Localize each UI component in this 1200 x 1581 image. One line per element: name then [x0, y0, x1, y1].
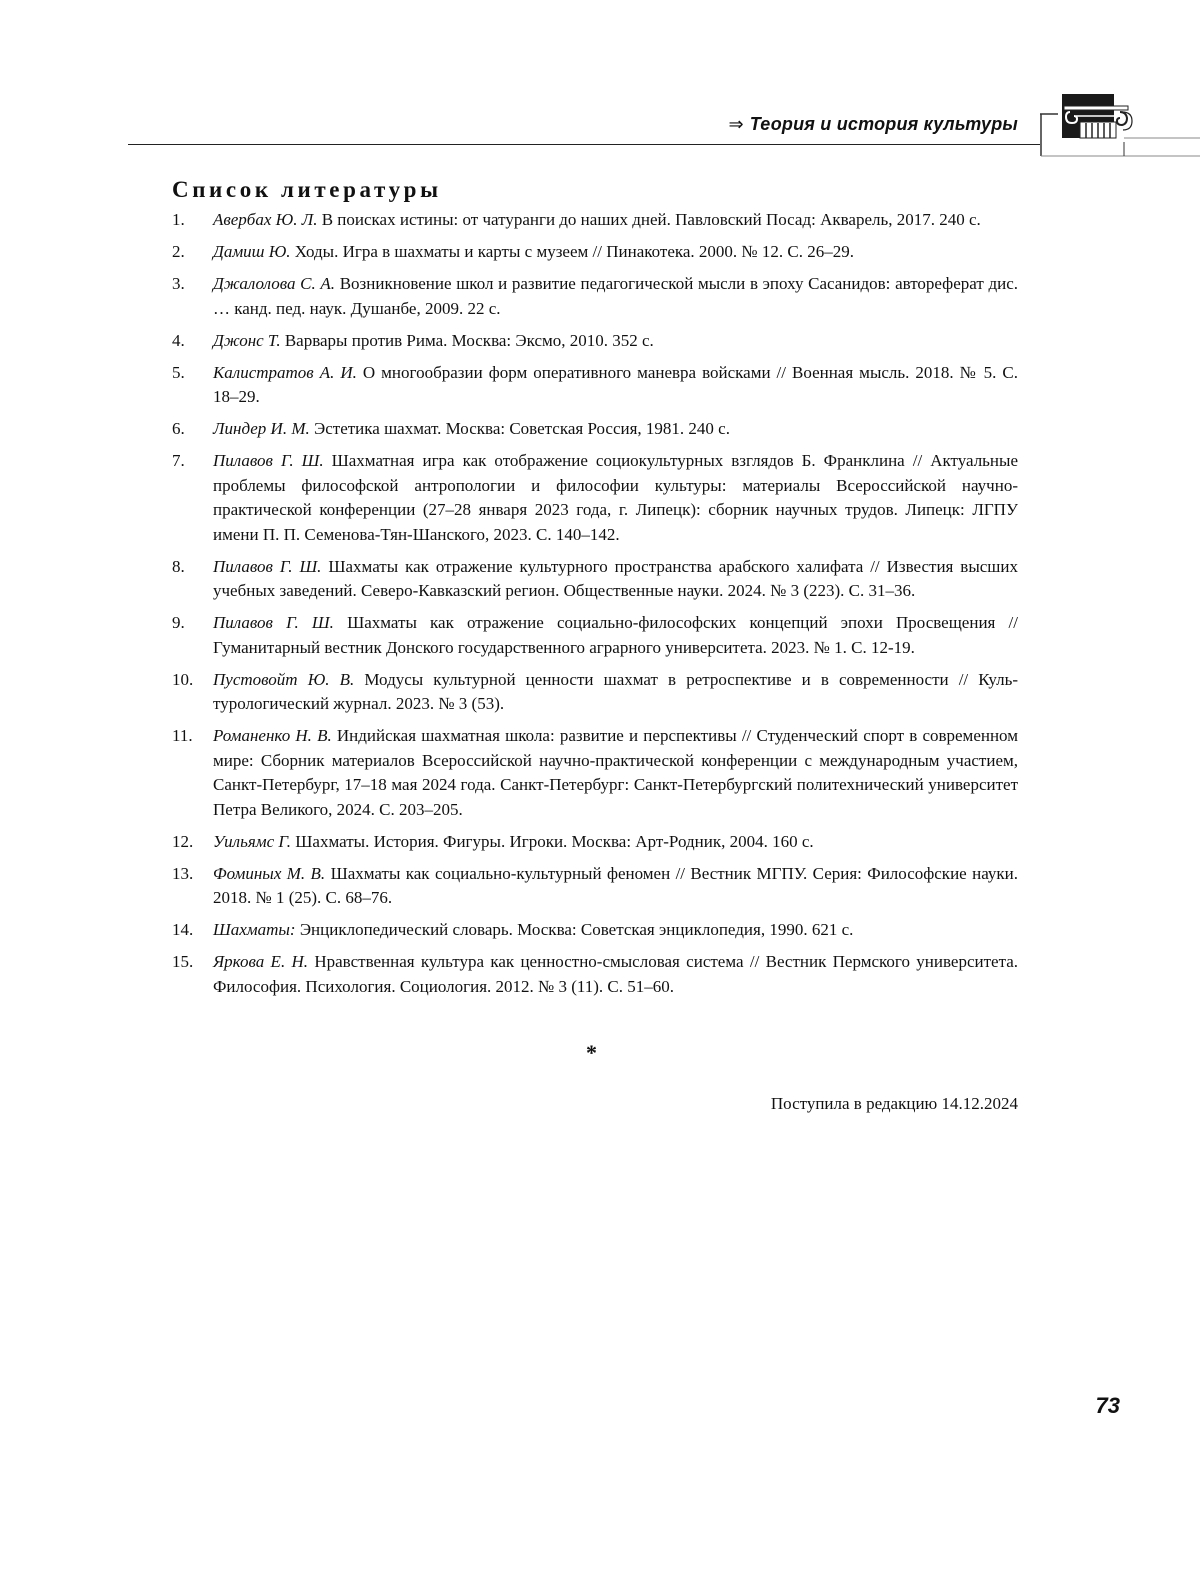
reference-body: Шахматы. История. Фигуры. Игроки. Москва: Арт-Родник, 2004. 160 с.: [291, 831, 814, 851]
reference-body: Энциклопедический словарь. Москва: Советская энциклопедия, 1990. 621 с.: [295, 920, 854, 939]
reference-body: О многообразии форм оперативного маневра войсками // Военная мысль. 2018. № 5. С. 18–29.: [213, 362, 1019, 406]
reference-body: Шахматная игра как отображение социокультурных взглядов Б. Франклина // Актуальные проблемы философской антропологии и философии культуры: материалы Всероссийской научно-практической конференции (27–28 января 2023 года, г. Липецк): сборник научных трудов. Липецк: ЛГПУ имени П. П. Семенова-Тян-Шанского, 2023. С. 140–142.: [213, 451, 1018, 544]
reference-text: [213, 555, 1018, 604]
received-date: Поступила в редакцию 14.12.2024: [770, 1094, 1018, 1113]
reference-text: [213, 208, 1018, 233]
reference-author: Романенко Н. В.: [213, 726, 332, 745]
reference-author: Фоминых М. В.: [213, 863, 326, 883]
section-separator: *: [586, 1040, 597, 1065]
reference-author: Пустовойт Ю. В.: [213, 669, 355, 689]
reference-number: 11.: [172, 726, 193, 745]
reference-author: Дамиш Ю.: [213, 242, 291, 261]
reference-author: Уильямс Г.: [213, 831, 292, 851]
reference-author: Джонс Т.: [213, 330, 281, 350]
reference-number: 6.: [172, 419, 185, 438]
reference-item: [172, 918, 1018, 943]
reference-item: [172, 668, 1018, 717]
reference-text: [213, 240, 1018, 265]
reference-item: [172, 724, 1018, 822]
reference-number: 14.: [172, 920, 194, 939]
reference-number: 7.: [172, 451, 185, 470]
header-rule: [128, 144, 1040, 145]
reference-text: [213, 830, 1018, 855]
reference-number: 2.: [172, 242, 185, 261]
reference-item: [172, 862, 1018, 911]
reference-number: 9.: [172, 613, 185, 632]
reference-author: Пилавов Г. Ш.: [213, 556, 322, 576]
reference-author: Авербах Ю. Л.: [213, 210, 318, 229]
ionic-column-logo-icon: [1040, 92, 1200, 162]
reference-body: Шахматы как социально-культурный феномен // Вестник МГПУ. Серия: Философские науки. 2018. № 1 (25). С. 68–76.: [213, 863, 1018, 907]
reference-text: [213, 272, 1018, 321]
reference-item: [172, 361, 1018, 410]
reference-author: Шахматы:: [213, 920, 296, 939]
reference-number: 5.: [172, 362, 185, 382]
reference-number: 12.: [172, 831, 194, 851]
reference-body: Индийская шахматная школа: развитие и перспективы // Студенческий спорт в современном мире: Сборник материалов Всероссийской научно-практической конференции с международным участием, Санкт-Петербург, 17–18 мая 2024 года. Санкт-Петербург: Санкт-Петербургский политехнический университет Петра Великого, 2024. С. 203–205.: [213, 726, 1018, 819]
reference-text: [213, 918, 1018, 943]
reference-author: Джалолова С. А.: [213, 274, 336, 293]
reference-item: [172, 208, 1018, 233]
reference-number: 10.: [172, 669, 194, 689]
references-heading: Список литературы: [172, 177, 442, 202]
reference-item: [172, 417, 1018, 442]
reference-number: 4.: [172, 330, 185, 350]
reference-item: [172, 272, 1018, 321]
reference-item: [172, 329, 1018, 354]
references-list: [172, 208, 1018, 1007]
section-name: Теория и история культуры: [749, 114, 1018, 134]
reference-author: Яркова Е. Н.: [213, 952, 309, 971]
reference-text: [213, 449, 1018, 547]
reference-text: [213, 862, 1018, 911]
reference-text: [213, 329, 1018, 354]
reference-text: [213, 724, 1018, 822]
reference-item: [172, 240, 1018, 265]
reference-number: 3.: [172, 274, 185, 293]
reference-author: Линдер И. М.: [213, 419, 310, 438]
reference-author: Пилавов Г. Ш.: [213, 613, 334, 632]
reference-item: [172, 555, 1018, 604]
reference-number: 8.: [172, 556, 185, 576]
page-number: 73: [1095, 1393, 1120, 1418]
reference-item: [172, 449, 1018, 547]
reference-author: Пилавов Г. Ш.: [213, 451, 324, 470]
reference-text: [213, 668, 1018, 717]
reference-body: Модусы культурной ценности шахмат в ретроспективе и в современности // Культурологический журнал. 2023. № 3 (53).: [213, 669, 1018, 713]
reference-body: Нравственная культура как ценностно-смысловая система // Вестник Пермского университета. Философия. Психология. Социология. 2012. № 3 (11). С. 51–60.: [213, 952, 1018, 996]
reference-author: Калистратов А. И.: [213, 362, 357, 382]
reference-number: 13.: [172, 863, 194, 883]
reference-body: В поисках истины: от чатуранги до наших дней. Павловский Посад: Акварель, 2017. 240 с.: [317, 210, 981, 229]
reference-item: [172, 950, 1018, 999]
reference-body: Шахматы как отражение культурного пространства арабского халифата // Известия высших учебных заведений. Северо-Кавказский регион. Общественные науки. 2024. № 3 (223). С. 31–36.: [213, 556, 1018, 600]
running-header-title: [728, 114, 1018, 135]
reference-text: [213, 417, 1018, 442]
reference-body: Шахматы как отражение социально-философских концепций эпохи Просвещения // Гуманитарный вестник Донского государственного аграрного университета. 2023. № 1. С. 12-19.: [213, 613, 1018, 657]
reference-body: Возникновение школ и развитие педагогической мысли в эпоху Сасанидов: автореферат дис. … канд. пед. наук. Душанбе, 2009. 22 с.: [213, 274, 1018, 318]
reference-body: Ходы. Игра в шахматы и карты с музеем // Пинакотека. 2000. № 12. С. 26–29.: [290, 242, 854, 261]
reference-body: Варвары против Рима. Москва: Эксмо, 2010. 352 с.: [280, 330, 654, 350]
double-arrow-right-icon: ⇒: [728, 114, 744, 134]
reference-number: 15.: [172, 952, 194, 971]
reference-item: [172, 830, 1018, 855]
reference-item: [172, 611, 1018, 660]
reference-text: [213, 611, 1018, 660]
reference-body: Эстетика шахмат. Москва: Советская Россия, 1981. 240 с.: [309, 419, 730, 438]
reference-number: 1.: [172, 210, 185, 229]
reference-text: [213, 361, 1018, 410]
reference-text: [213, 950, 1018, 999]
